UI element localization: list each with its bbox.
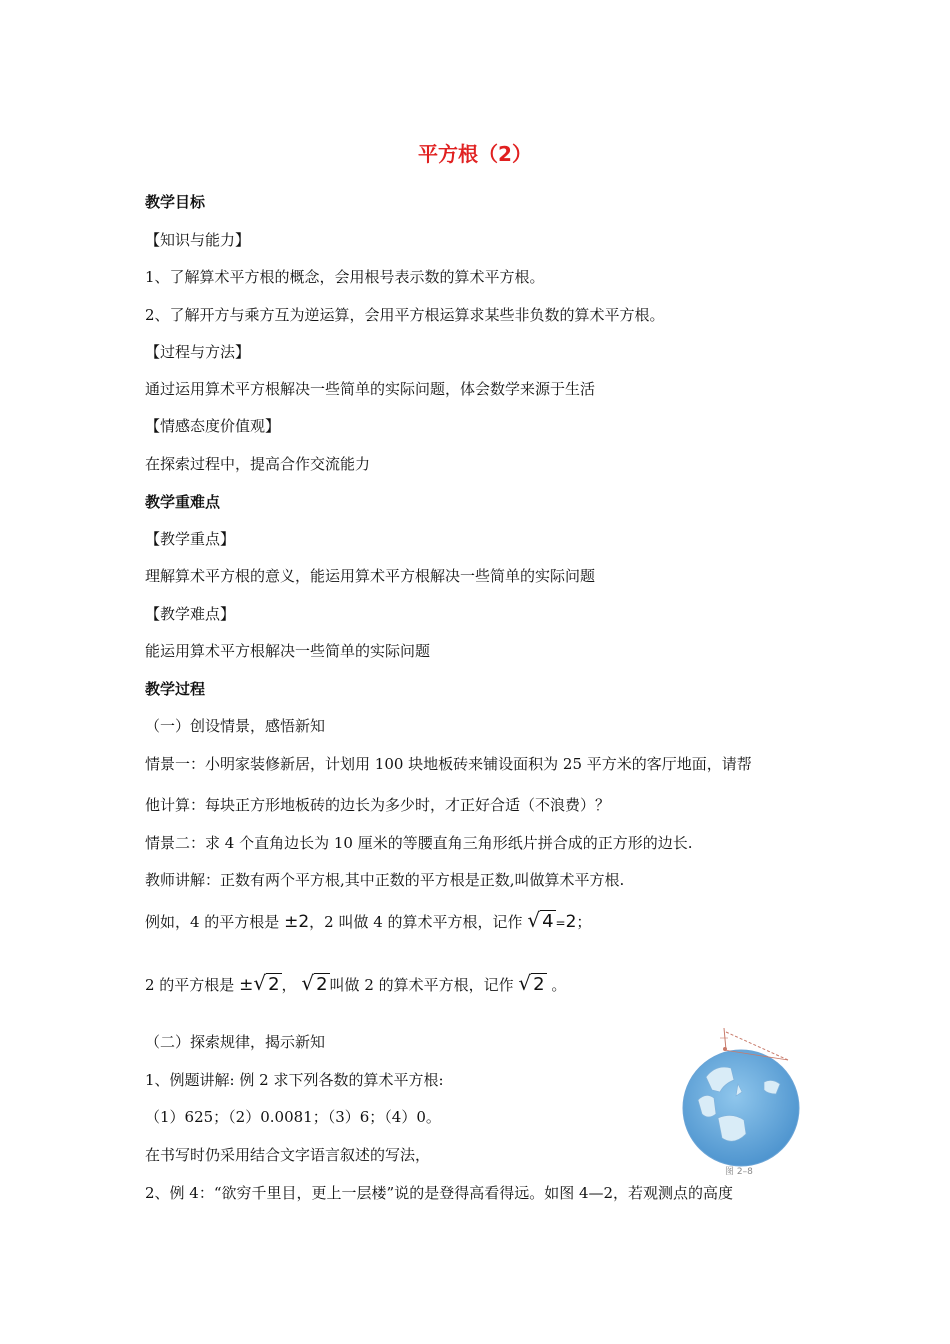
example4-text: 2、例 4：“欲穷千里目，更上一层楼”说的是登得高看得远。如图 4—2，若观测点的高度 bbox=[145, 1184, 734, 1202]
example2-note: 在书写时仍采用结合文字语言叙述的写法， bbox=[145, 1146, 431, 1164]
radical-sign-icon: √ bbox=[518, 971, 532, 995]
plus-minus-sign: ± bbox=[239, 975, 254, 995]
focus-text: 理解算术平方根的意义，能运用算术平方根解决一些简单的实际问题 bbox=[145, 567, 596, 585]
sqrt-2-expression-1 bbox=[253, 973, 281, 995]
knowledge-item-2: 2、了解开方与乘方互为逆运算，会用平方根运算求某些非负数的算术平方根。 bbox=[145, 306, 665, 324]
example-a-end: ； bbox=[576, 913, 592, 931]
process-heading: 教学过程 bbox=[145, 680, 206, 698]
example-b-text-3: 叫做 2 的算术平方根，记作 bbox=[329, 976, 519, 994]
sqrt-2-expression-3 bbox=[518, 973, 546, 995]
part1-title: （一）创设情景，感悟新知 bbox=[145, 717, 326, 735]
focus-label: 【教学重点】 bbox=[145, 530, 236, 548]
equals-sign: = bbox=[555, 916, 566, 930]
sqrt-2-expression-2 bbox=[301, 973, 329, 995]
process-method-text: 通过运用算术平方根解决一些简单的实际问题，体会数学来源于生活 bbox=[145, 380, 596, 398]
example-line-a bbox=[145, 910, 591, 933]
radicand-2: 2 bbox=[268, 974, 280, 995]
difficulty-text: 能运用算术平方根解决一些简单的实际问题 bbox=[145, 642, 431, 660]
figure-caption: 图 2–8 bbox=[725, 1167, 753, 1177]
example-b-text-1: 2 的平方根是 bbox=[145, 976, 240, 994]
result-2: 2 bbox=[565, 912, 577, 932]
example-a-text-2: ，2 叫做 4 的算术平方根，记作 bbox=[309, 913, 528, 931]
scene1-line-a: 情景一：小明家装修新居，计划用 100 块地板砖来铺设面积为 25 平方米的客厅地面，请帮 bbox=[145, 755, 752, 773]
radical-sign-icon: √ bbox=[301, 971, 315, 995]
scene1-line-b: 他计算：每块正方形地板砖的边长为多少时，才正好合适（不浪费）？ bbox=[145, 796, 611, 814]
teacher-explanation: 教师讲解：正数有两个平方根,其中正数的平方根是正数,叫做算术平方根. bbox=[145, 871, 625, 889]
radicand-4: 4 bbox=[542, 911, 554, 932]
example-a-text-1: 例如，4 的平方根是 bbox=[145, 913, 285, 931]
radicand-2: 2 bbox=[533, 974, 545, 995]
globe-illustration bbox=[676, 1022, 806, 1182]
example-b-end: 。 bbox=[551, 976, 567, 994]
objectives-heading: 教学目标 bbox=[145, 193, 206, 211]
radical-sign-icon: √ bbox=[253, 971, 267, 995]
globe-figure bbox=[676, 1022, 806, 1182]
sqrt-4-expression bbox=[527, 910, 555, 932]
scene2-text: 情景二：求 4 个直角边长为 10 厘米的等腰直角三角形纸片拼合成的正方形的边长. bbox=[145, 834, 693, 852]
example2-items: （1）625；（2）0.0081；（3）6；（4）0。 bbox=[145, 1108, 441, 1126]
radical-sign-icon: √ bbox=[527, 908, 541, 932]
difficulty-label: 【教学难点】 bbox=[145, 605, 236, 623]
emotion-label: 【情感态度价值观】 bbox=[145, 417, 281, 435]
example2-intro: 1、例题讲解: 例 2 求下列各数的算术平方根: bbox=[145, 1071, 444, 1089]
key-points-heading: 教学重难点 bbox=[145, 493, 221, 511]
knowledge-label: 【知识与能力】 bbox=[145, 231, 251, 249]
part2-title: （二）探索规律，揭示新知 bbox=[145, 1033, 326, 1051]
radicand-2: 2 bbox=[316, 974, 328, 995]
example-line-b bbox=[145, 973, 566, 995]
example-b-comma: ， bbox=[281, 976, 297, 994]
process-method-label: 【过程与方法】 bbox=[145, 343, 251, 361]
plus-minus-two: ±2 bbox=[284, 912, 310, 932]
page-title: 平方根（2） bbox=[418, 142, 532, 166]
knowledge-item-1: 1、了解算术平方根的概念，会用根号表示数的算术平方根。 bbox=[145, 268, 545, 286]
emotion-text: 在探索过程中，提高合作交流能力 bbox=[145, 455, 371, 473]
